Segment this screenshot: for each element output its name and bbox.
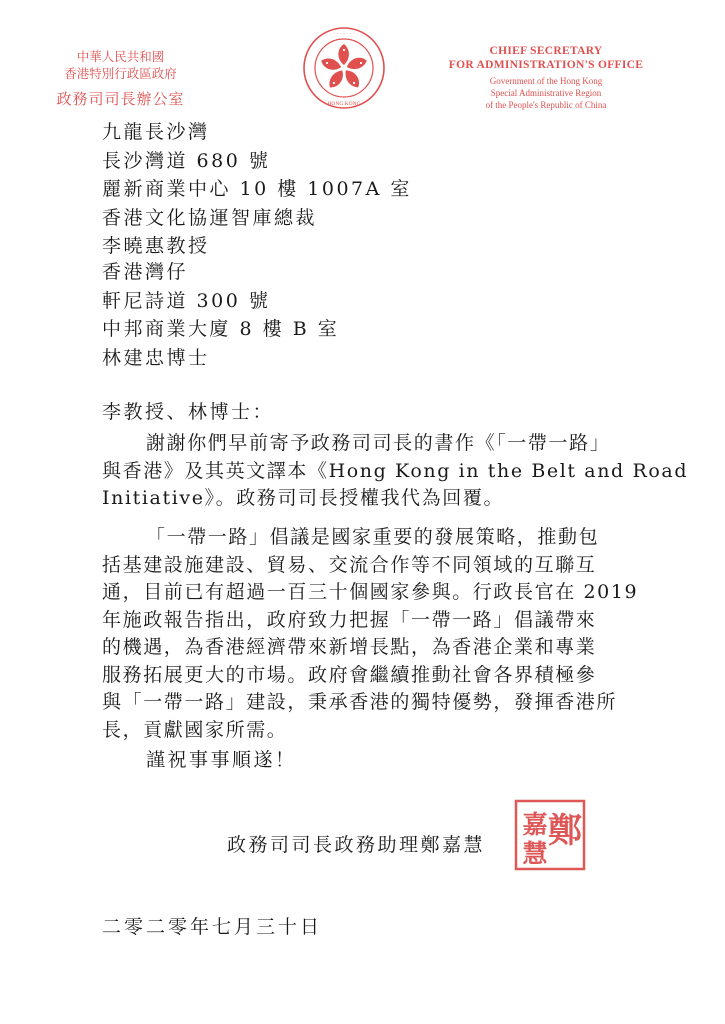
svg-text:· · · · · · ·: · · · · · · · <box>333 31 355 37</box>
seal-char: 慧 <box>522 839 548 868</box>
recipient-name: 李曉惠教授 <box>102 235 210 257</box>
letterhead-country: 中華人民共和國 <box>76 49 165 64</box>
body-paragraph-1 <box>102 430 689 513</box>
letterhead-chinese <box>18 48 223 108</box>
recipient-address-1 <box>102 118 412 261</box>
paragraph-line: 服務拓展更大的市場。政府會繼續推動社會各界積極參 <box>102 663 597 686</box>
paragraph-line: 通，目前已有超過一百三十個國家參與。行政長官在 2019 <box>102 581 639 603</box>
recipient-address-2 <box>102 258 339 372</box>
address-line: 九龍長沙灣 <box>102 121 210 143</box>
hksar-emblem-icon <box>302 26 386 110</box>
body-paragraph-2 <box>102 524 639 744</box>
seal-stamp-icon <box>513 798 587 872</box>
paragraph-line: 長，貢獻國家所需。 <box>102 718 288 741</box>
address-line: 軒尼詩道 300 號 <box>102 289 271 312</box>
letter-date: 二零二零年七月三十日 <box>102 916 323 938</box>
letterhead-english <box>446 44 646 111</box>
address-line: 香港灣仔 <box>102 261 189 283</box>
paragraph-line: Initiative》。政務司司長授權我代為回覆。 <box>102 487 505 509</box>
letterhead-en-govt <box>446 75 646 111</box>
letterhead-en-govt-line3: of the People's Republic of China <box>485 100 607 110</box>
paragraph-line: 「一帶一路」倡議是國家重要的發展策略，推動包 <box>146 526 600 548</box>
paragraph-line: 與「一帶一路」建設，秉承香港的獨特優勢，發揮香港所 <box>102 691 618 713</box>
paragraph-line: 謝謝你們早前寄予政務司司長的書作《「一帶一路」 <box>146 432 611 454</box>
address-line: 長沙灣道 680 號 <box>102 149 271 172</box>
address-line: 麗新商業中心 10 樓 1007A 室 <box>102 178 412 200</box>
letterhead-office: 政務司司長辦公室 <box>56 90 185 108</box>
paragraph-line: 的機遇，為香港經濟帶來新增長點，為香港企業和專業 <box>102 636 597 658</box>
letterhead-en-title2: FOR ADMINISTRATION'S OFFICE <box>448 59 644 71</box>
salutation: 李教授、林博士： <box>102 401 275 423</box>
paragraph-line: 年施政報告指出，政府致力把握「一帶一路」倡議帶來 <box>102 608 597 631</box>
letterhead-en-title1: CHIEF SECRETARY <box>489 45 603 57</box>
address-line: 中邦商業大廈 8 樓 B 室 <box>102 318 340 340</box>
letterhead-en-govt-line2: Special Administrative Region <box>490 88 602 98</box>
seal-char: 嘉 <box>522 810 548 839</box>
signer-title-name: 政務司司長政務助理鄭嘉慧 <box>227 834 486 856</box>
paragraph-line: 與香港》及其英文譯本《Hong Kong in the Belt and Road <box>102 459 689 482</box>
recipient-name: 林建忠博士 <box>102 346 210 369</box>
letterhead-government: 香港特別行政區政府 <box>64 66 177 81</box>
letterhead-en-govt-line1: Government of the Hong Kong <box>489 76 603 86</box>
emblem-label: HONG KONG <box>327 101 361 107</box>
address-line: 香港文化協運智庫總裁 <box>102 206 318 229</box>
paragraph-line: 括基建設施建設、貿易、交流合作等不同領域的互聯互 <box>102 553 597 576</box>
closing-remark: 謹祝事事順遂！ <box>146 749 297 771</box>
seal-char: 鄭 <box>548 811 582 851</box>
